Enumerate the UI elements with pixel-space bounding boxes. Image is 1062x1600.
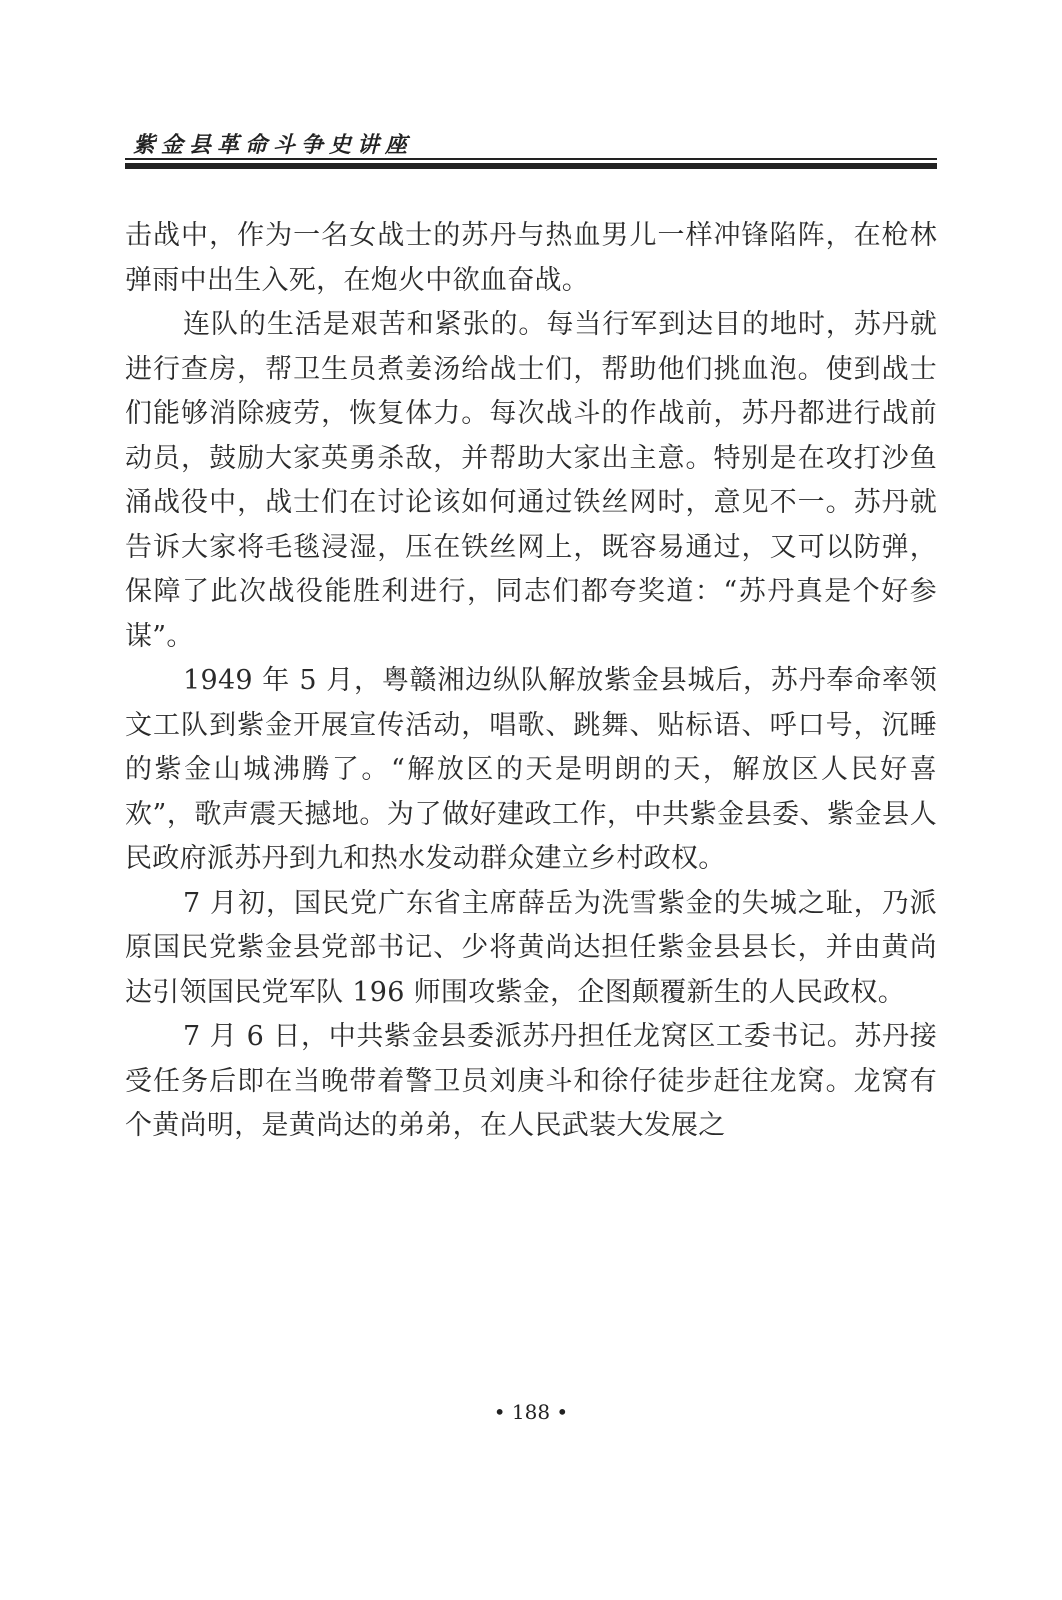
header-rule-thick — [125, 163, 937, 169]
body-text — [125, 214, 937, 1149]
page-header — [125, 118, 937, 170]
running-title: 紫金县革命斗争史讲座 — [133, 133, 414, 158]
header-rule-thin — [125, 158, 937, 160]
paragraph: 连队的生活是艰苦和紧张的。每当行军到达目的地时，苏丹就进行查房，帮卫生员煮姜汤给战士们，帮助他们挑血泡。使到战士们能够消除疲劳，恢复体力。每次战斗的作战前，苏丹都进行战前动员，鼓励大家英勇杀敌，并帮助大家出主意。特别是在攻打沙鱼涌战役中，战士们在讨论该如何通过铁丝网时，意见不一。苏丹就告诉大家将毛毯浸湿，压在铁丝网上，既容易通过，又可以防弹，保障了此次战役能胜利进行，同志们都夸奖道：“苏丹真是个好参谋”。 — [125, 309, 937, 652]
paragraph: 7 月 6 日，中共紫金县委派苏丹担任龙窝区工委书记。苏丹接受任务后即在当晚带着警卫员刘庚斗和徐仔徒步赶往龙窝。龙窝有个黄尚明，是黄尚达的弟弟，在人民武装大发展之 — [125, 1021, 937, 1141]
paragraph: 7 月初，国民党广东省主席薛岳为洗雪紫金的失城之耻，乃派原国民党紫金县党部书记、少将黄尚达担任紫金县县长，并由黄尚达引领国民党军队 196 师围攻紫金，企图颠覆新生的人民政权。 — [125, 887, 937, 1008]
paragraph-continued: 击战中，作为一名女战士的苏丹与热血男儿一样冲锋陷阵，在枪林弹雨中出生入死，在炮火中欲血奋战。 — [125, 220, 937, 296]
paragraph: 1949 年 5 月，粤赣湘边纵队解放紫金县城后，苏丹奉命率领文工队到紫金开展宣传活动，唱歌、跳舞、贴标语、呼口号，沉睡的紫金山城沸腾了。“解放区的天是明朗的天，解放区人民好喜欢”，歌声震天撼地。为了做好建政工作，中共紫金县委、紫金县人民政府派苏丹到九和热水发动群众建立乡村政权。 — [125, 665, 937, 874]
page-number: • 188 • — [493, 1400, 569, 1424]
